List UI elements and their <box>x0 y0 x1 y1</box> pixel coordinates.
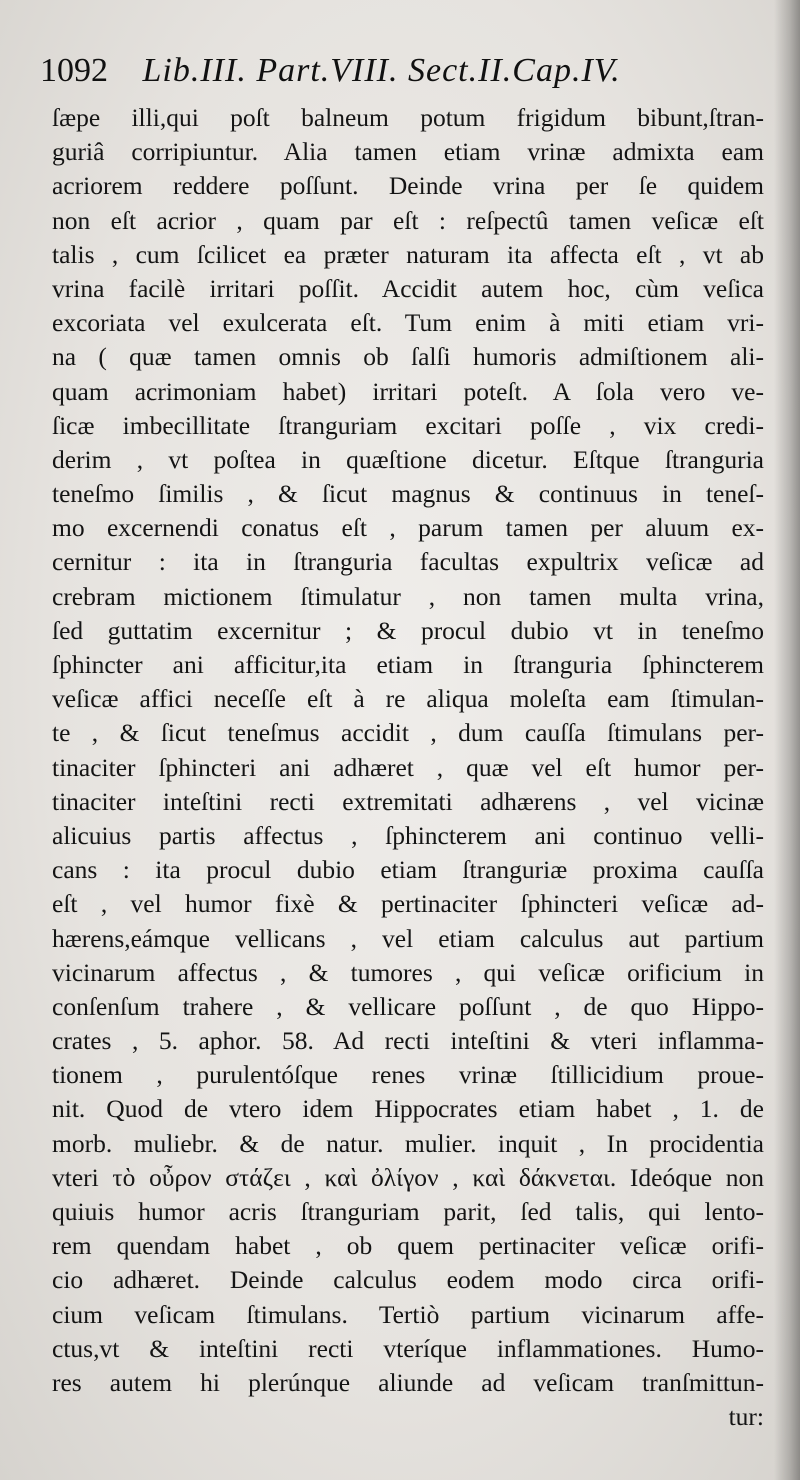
text-line: conſenſum trahere , & vellicare poſſunt , de quo Hippo- <box>52 991 764 1021</box>
text-line: quiuis humor acris ſtranguriam parit, ſed talis, qui lento- <box>52 1197 764 1226</box>
text-line: tionem , purulentóſque renes vrinæ ſtillicidium proue- <box>52 1060 764 1090</box>
text-line: teneſmo ſimilis , & ſicut magnus & continuus in teneſ- <box>52 479 764 509</box>
text-line: ſphincter ani afficitur,ita etiam in ſtranguria ſphincterem <box>52 650 764 679</box>
text-line: alicuius partis affectus , ſphincterem ani continuo velli- <box>52 820 764 850</box>
text-line: na ( quæ tamen omnis ob ſalſi humoris admiſtionem ali- <box>52 342 764 372</box>
text-line: guriâ corripiuntur. Alia tamen etiam vrinæ admixta eam <box>52 137 764 167</box>
text-line: quam acrimoniam habet) irritari poteſt. A ſola vero ve- <box>52 376 764 406</box>
text-line: crebram mictionem ſtimulatur , non tamen multa vrina, <box>52 581 764 611</box>
text-line: talis , cum ſcilicet ea præter naturam ita affecta eſt , vt ab <box>52 239 764 269</box>
body-text <box>52 101 764 1434</box>
text-line: ſicæ imbecillitate ſtranguriam excitari poſſe , vix credi- <box>52 410 764 440</box>
text-line: eſt , vel humor fixè & pertinaciter ſphincteri veſicæ ad- <box>52 889 764 919</box>
text-line: vrina facilè irritari poſſit. Accidit autem hoc, cùm veſica <box>52 273 764 303</box>
text-line: vicinarum affectus , & tumores , qui veſicæ orificium in <box>52 957 764 987</box>
text-line: acriorem reddere poſſunt. Deinde vrina per ſe quidem <box>52 171 764 201</box>
running-header <box>40 52 760 100</box>
page-number: 1092 <box>40 52 108 89</box>
text-line: excoriata vel exulcerata eſt. Tum enim à miti etiam vri- <box>52 308 764 338</box>
text-line: cans : ita procul dubio etiam ſtranguriæ proxima cauſſa <box>52 855 764 885</box>
text-line: rem quendam habet , ob quem pertinaciter veſicæ orifi- <box>52 1231 764 1261</box>
text-line: nit. Quod de vtero idem Hippocrates etiam habet , 1. de <box>52 1094 764 1124</box>
text-line: res autem hi plerúnque aliunde ad veſicam tranſmittun- <box>52 1367 764 1397</box>
text-line: cio adhæret. Deinde calculus eodem modo circa orifi- <box>52 1265 764 1295</box>
text-line: vteri τὸ οὖρον στάζει , καὶ ὀλίγον , καὶ δάκνεται. Ideóque non <box>52 1162 764 1192</box>
text-line: hærens,eámque vellicans , vel etiam calculus aut partium <box>52 923 764 953</box>
text-line: non eſt acrior , quam par eſt : reſpectû tamen veſicæ eſt <box>52 205 764 235</box>
text-line: mo excernendi conatus eſt , parum tamen per aluum ex- <box>52 513 764 543</box>
text-line: tinaciter inteſtini recti extremitati adhærens , vel vicinæ <box>52 786 764 816</box>
text-line: tinaciter ſphincteri ani adhæret , quæ vel eſt humor per- <box>52 752 764 782</box>
text-line: cium veſicam ſtimulans. Tertiò partium vicinarum affe- <box>52 1299 764 1329</box>
text-line: ſed guttatim excernitur ; & procul dubio vt in teneſmo <box>52 615 764 645</box>
text-line: crates , 5. aphor. 58. Ad recti inteſtini & vteri inflamma- <box>52 1026 764 1056</box>
text-line: morb. muliebr. & de natur. mulier. inquit , In procidentia <box>52 1128 764 1158</box>
text-line: ſæpe illi,qui poſt balneum potum frigidum bibunt,ſtran- <box>52 103 764 132</box>
text-line: te , & ſicut teneſmus accidit , dum cauſſa ſtimulans per- <box>52 718 764 748</box>
text-line: ctus,vt & inteſtini recti vteríque inflammationes. Humo- <box>52 1333 764 1363</box>
text-line: derim , vt poſtea in quæſtione dicetur. Eſtque ſtranguria <box>52 444 764 474</box>
text-line: tur: <box>728 1402 764 1432</box>
text-line: veſicæ affici neceſſe eſt à re aliqua moleſta eam ſtimulan- <box>52 684 764 714</box>
text-line: cernitur : ita in ſtranguria facultas expultrix veſicæ ad <box>52 547 764 577</box>
page-gutter-shadow <box>774 0 800 1480</box>
running-title: Lib.III. Part.VIII. Sect.II.Cap.IV. <box>142 52 621 89</box>
